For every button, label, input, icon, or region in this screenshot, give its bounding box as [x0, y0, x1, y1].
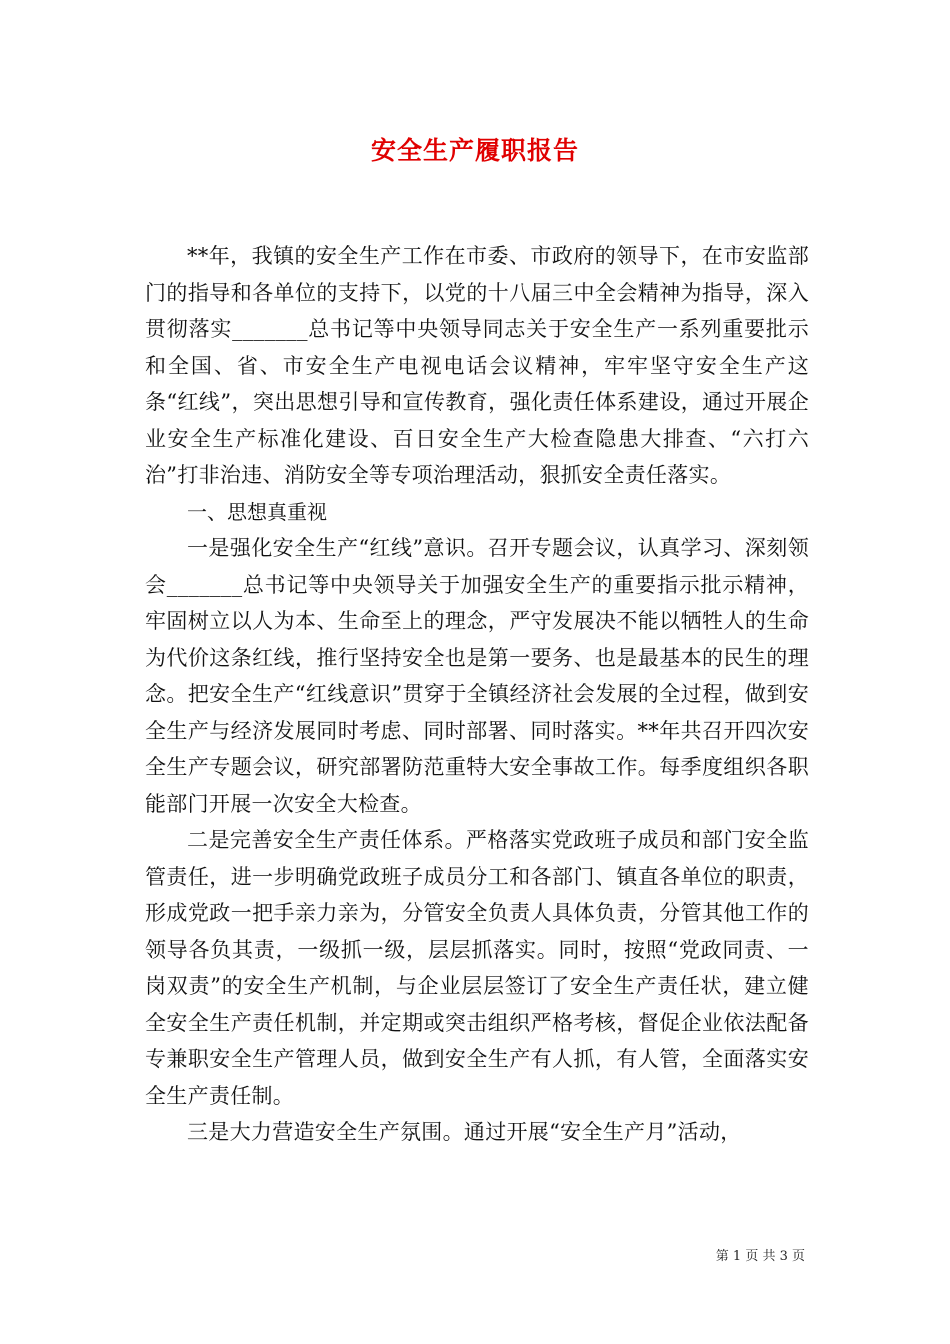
- document-title: 安全生产履职报告: [370, 136, 579, 165]
- body-paragraph-3: 三是大力营造安全生产氛围。通过开展“安全生产月”活动，: [187, 1120, 742, 1144]
- page-number: 第 1 页 共 3 页: [715, 1249, 805, 1264]
- section-heading: 一、思想真重视: [187, 499, 327, 524]
- intro-paragraph: **年，我镇的安全生产工作在市委、市政府的领导下，在市安监部门的指导和各单位的支持下，以党的十八届三中全会精神为指导，深入贯彻落实_______总书记等中央领导同志关于安全生产一系列重要批示和全国、省、市安全生产电视电话会议精神，牢牢坚守安全生产这条“红线”，突出思想引导和宣传教育，强化责任体系建设，通过开展企业安全生产标准化建设、百日安全生产大检查隐患大排查、“六打六治”打非治违、消防安全等专项治理活动，狠抓安全责任落实。: [145, 244, 809, 487]
- body-paragraph-2: 二是完善安全生产责任体系。严格落实党政班子成员和部门安全监管责任，进一步明确党政班子成员分工和各部门、镇直各单位的职责，形成党政一把手亲力亲为，分管安全负责人具体负责，分管其他工作的领导各负其责，一级抓一级，层层抓落实。同时，按照“党政同责、一岗双责”的安全生产机制，与企业层层签订了安全生产责任状，建立健全安全生产责任机制，并定期或突击组织严格考核，督促企业依法配备专兼职安全生产管理人员，做到安全生产有人抓，有人管，全面落实安全生产责任制。: [145, 828, 809, 1108]
- body-paragraph-1: 一是强化安全生产“红线”意识。召开专题会议，认真学习、深刻领会_______总书记等中央领导关于加强安全生产的重要指示批示精神，牢固树立以人为本、生命至上的理念，严守发展决不能以牺牲人的生命为代价这条红线，推行坚持安全也是第一要务、也是最基本的民生的理念。把安全生产“红线意识”贯穿于全镇经济社会发展的全过程，做到安全生产与经济发展同时考虑、同时部署、同时落实。**年共召开四次安全生产专题会议，研究部署防范重特大安全事故工作。每季度组织各职能部门开展一次安全大检查。: [145, 536, 809, 816]
- document-body: [145, 238, 809, 1151]
